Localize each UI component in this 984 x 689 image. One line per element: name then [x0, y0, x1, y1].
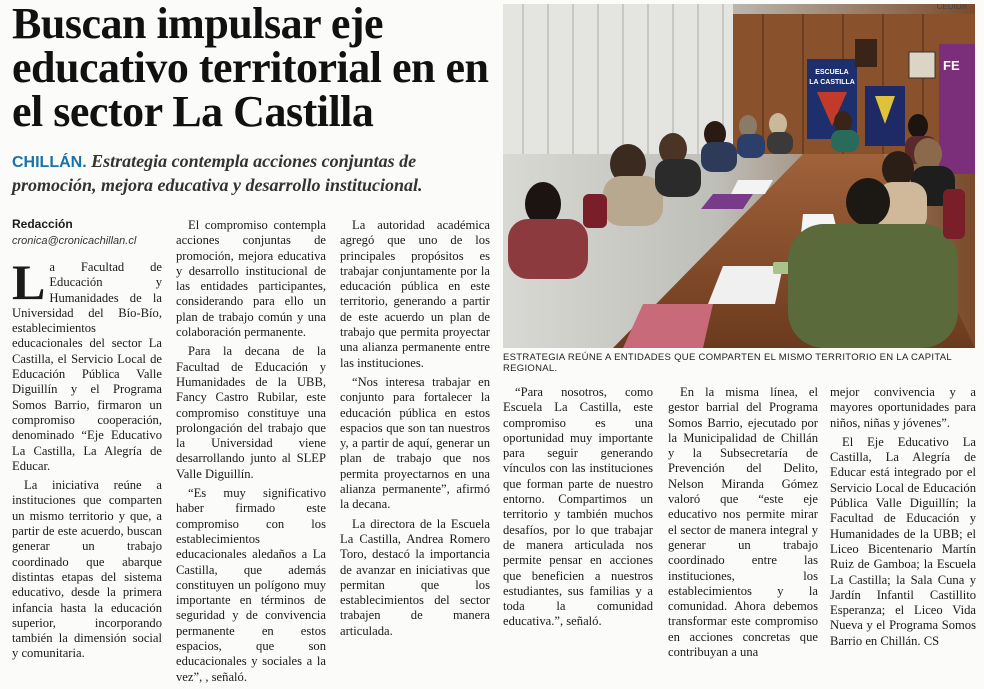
paragraph-12: El Eje Educativo La Castilla, La Alegría de Educar está integrado por el Servicio Local de Educación Pública Valle Diguillín; la Facultad de Educación y Humanidades de la UBB; el Liceo Bicentenario Martín Ruiz de Gamboa; la Escuela La Castilla; la Sala Cuna y Jardín Infantil Castillito Esperanza; el Liceo Vida Nueva y el Programa Somos Barrio en Chillán. CS — [830, 434, 976, 648]
article-headline: Buscan impulsar eje educativo territorial en en el sector La Castilla — [12, 0, 489, 136]
article-column-3 — [340, 218, 490, 643]
paragraph-1 — [12, 254, 162, 474]
byline — [12, 217, 172, 247]
paragraph-1-text: a Facultad de Educación y Humanidades de la Universidad del Bío-Bío, establecimientos educacionales del sector La Castilla, el Servicio Local de Educación Pública Valle Diguillín y el Programa Somos Barrio, firmaron un compromiso cooperación, denominado “Eje Educativo La Castilla, La Alegría de Educar. — [12, 260, 162, 473]
article-column-1 — [12, 254, 162, 666]
svg-text:ESCUELA: ESCUELA — [815, 69, 849, 76]
drop-cap: L — [12, 254, 46, 310]
paragraph-7: “Nos interesa trabajar en conjunto para fortalecer la educación pública en estos espacios que son tan nuestros y, a partir de aquí, generar un plan de trabajo que nos permita proyectarnos en una alianza permanente”, afirmó la decana. — [340, 374, 490, 512]
svg-text:LA CASTILLA: LA CASTILLA — [809, 79, 855, 86]
window-blinds — [503, 4, 733, 154]
paragraph-8: La directora de la Escuela La Castilla, Andrea Romero Toro, destacó la importancia de avanzar en iniciativas que permitan que los establecimientos del sector trabajen de manera articulada. — [340, 516, 490, 638]
paragraph-9: “Para nosotros, como Escuela La Castilla, este compromiso es una oportunidad muy importante para seguir generando vínculos con las instituciones que forman parte de nuestro entorno. Compartimos un territorio y también muchos desafíos, por lo que trabajar de manera articulada nos permite pensar en acciones que beneficien a nuestros estudiantes, sus familias y a toda la comunidad educativa.”, señaló. — [503, 385, 653, 629]
paragraph-4: Para la decana de la Facultad de Educación y Humanidades de la UBB, Fancy Castro Rubilar, este compromiso constituye una prolongación del trabajo que la Universidad viene desarrollando junto al SLEP Valle Diguillín. — [176, 344, 326, 481]
photo-caption: ESTRATEGIA REÚNE A ENTIDADES QUE COMPARTEN EL MISMO TERRITORIO EN LA CAPITAL REGIONAL. — [503, 352, 952, 374]
byline-email[interactable]: cronica@cronicachillan.cl — [12, 235, 137, 247]
article-column-5 — [668, 385, 818, 664]
wall-frame — [855, 39, 877, 67]
article-column-6 — [830, 385, 976, 653]
byline-name: Redacción — [12, 217, 73, 231]
photo-credit: CEDIDA — [936, 4, 967, 11]
paragraph-10: En la misma línea, el gestor barrial del Programa Somos Barrio, ejecutado por la Municipalidad de Chillán y la Subsecretaría de Prevención del Delito, Nelson Miranda Gómez valoró que “este eje educativo nos permite mirar el sector de manera integral y generar un trabajo coordinado entre las instituciones, los establecimientos y la comunidad. Ahora debemos transformar este compromiso en acciones concretas que contribuyan a una — [668, 385, 818, 660]
article-column-2 — [176, 218, 326, 689]
section-tag: CHILLÁN. — [12, 154, 87, 171]
side-banner — [939, 44, 975, 174]
meeting-photo-illustration — [503, 4, 975, 348]
article-photo — [503, 4, 975, 348]
paragraph-3: El compromiso contempla acciones conjuntas de promoción, mejora educativa y desarrollo institucional de las entidades participantes, considerando para ello un plan de trabajo común y una colaboración permanente. — [176, 218, 326, 340]
paragraph-11: mejor convivencia y a mayores oportunidades para niños, niñas y jóvenes”. — [830, 385, 976, 430]
svg-text:FE: FE — [943, 58, 960, 73]
paragraph-6: La autoridad académica agregó que uno de los principales propósitos es trabajar conjuntamente por la educación pública en este territorio, generando a partir de este acuerdo un plan de trabajo que permita proyectar una alianza permanente entre las instituciones. — [340, 218, 490, 370]
paragraph-5: “Es muy significativo haber firmado este compromiso con los establecimientos educacionales aledaños a La Castilla, que además constituyen un polígono muy importante en términos de seguridad y de convivencia permanente en estos espacios, que son educacionales y sociales a la vez”, , señaló. — [176, 486, 326, 684]
wall-frame — [909, 52, 935, 78]
paragraph-2: La iniciativa reúne a instituciones que comparten un mismo territorio y que, a partir de este acuerdo, buscan generar un trabajo coordinado que abarque distintas etapas del sistema educativo, desde la primera infancia hasta la educación superior, incorporando también la dimensión social y comunitaria. — [12, 478, 162, 661]
article-lead — [12, 150, 492, 196]
article-column-4 — [503, 385, 653, 634]
lead-text: Estrategia contempla acciones conjuntas de promoción, mejora educativa y desarrollo institucional. — [12, 151, 423, 195]
